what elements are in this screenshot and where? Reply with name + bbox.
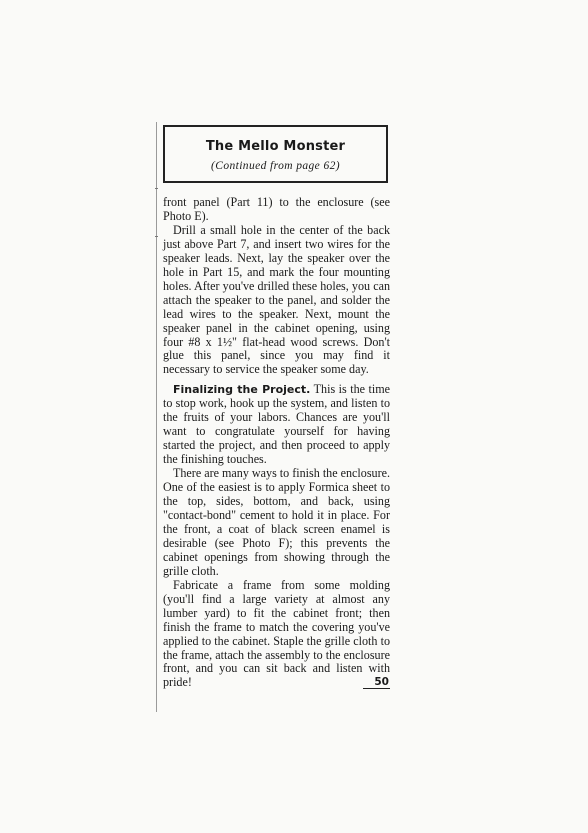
paragraph-text: This is the time to stop work, hook up the system, and listen to the fruits of your labors. Chances are you'll want to congratulate yourself for having started the project, and then proceed to apply the finishing touches. <box>163 382 390 467</box>
paragraph: Drill a small hole in the center of the back just above Part 7, and insert two wires for the speaker leads. Next, lay the speaker over the hole in Part 15, and mark the four mounting holes. After you've drilled these holes, you can attach the speaker to the panel, and solder the lead wires to the speaker. Next, mount the speaker panel in the cabinet opening, using four #8 x 1½" flat-head wood screws. Don't glue this panel, since you may find it necessary to service the speaker some day. <box>163 222 390 377</box>
column-rule-tick <box>155 188 158 189</box>
final-paragraph <box>163 579 390 691</box>
continuation-header-box <box>163 125 388 183</box>
section-subhead: Finalizing the Project. <box>173 383 311 397</box>
continued-note: (Continued from page 62) <box>211 160 340 172</box>
article-body <box>163 196 390 690</box>
page-number: 50 <box>363 677 390 689</box>
column-rule-tick <box>155 236 158 237</box>
article-title: The Mello Monster <box>205 139 346 154</box>
paragraph-with-subhead <box>163 383 390 467</box>
paragraph-text: Fabricate a frame from some molding (you'll find a large variety at almost any lumber yard) to fit the cabinet front; then finish the frame to match the covering you've applied to the cabinet. Staple the grille cloth to the frame, attach the assembly to the enclosure front, and you can sit back and listen with pride! <box>163 577 390 690</box>
column-rule <box>156 122 157 712</box>
paragraph: front panel (Part 11) to the enclosure (see Photo E). <box>163 195 390 223</box>
paragraph: There are many ways to finish the enclosure. One of the easiest is to apply Formica sheet to the top, sides, bottom, and back, using "contact-bond" cement to hold it in place. For the front, a coat of black screen enamel is desirable (see Photo F); this prevents the cabinet openings from showing through the grille cloth. <box>163 466 390 578</box>
